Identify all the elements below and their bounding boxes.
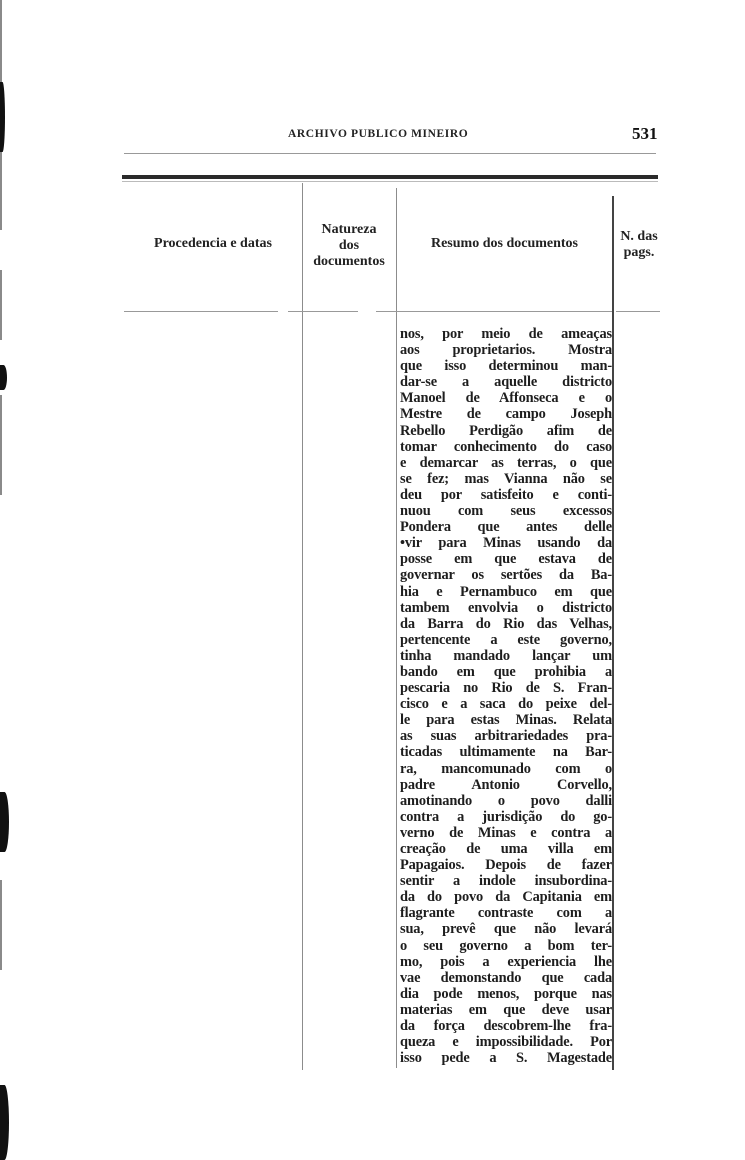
resumo-line: materias em que deve usar: [400, 1001, 612, 1018]
resumo-line: nuou com seus excessos: [400, 503, 612, 520]
running-head-rule: [124, 153, 656, 154]
binding-edge-mark: [0, 792, 9, 852]
resumo-line: e demarcar as terras, o que: [400, 454, 612, 471]
resumo-line: da força descobrem-lhe fra-: [400, 1018, 612, 1035]
table-top-rule-thin: [122, 181, 658, 182]
resumo-line: amotinando o povo dalli: [400, 792, 612, 809]
resumo-column: [400, 326, 612, 1066]
resumo-line: cisco e a saca do peixe del-: [400, 696, 612, 713]
resumo-line: dar-se a aquelle districto: [400, 374, 612, 391]
resumo-line: deu por satisfeito e conti-: [400, 486, 612, 503]
resumo-line: pescaria no Rio de S. Fran-: [400, 680, 612, 697]
resumo-line: as suas arbitrariedades pra-: [400, 728, 612, 745]
running-head-title: ARCHIVO PUBLICO MINEIRO: [288, 128, 469, 140]
header-rule: [288, 311, 358, 312]
header-pags-line: pags.: [623, 245, 655, 260]
column-divider-2: [396, 188, 397, 1068]
header-rule: [124, 311, 278, 312]
header-resumo: [397, 236, 612, 252]
resumo-line: tambem envolvia o districto: [400, 599, 612, 616]
binding-edge-mark: [0, 365, 7, 390]
resumo-line: flagrante contraste com a: [400, 905, 612, 922]
resumo-line: creação de uma villa em: [400, 841, 612, 857]
page-number: 531: [632, 124, 658, 143]
binding-edge-line: [0, 880, 2, 970]
resumo-line: tinha mandado lançar um: [400, 647, 612, 664]
table-top-rule: [122, 175, 658, 179]
binding-edge-line: [0, 395, 2, 495]
resumo-line: Pondera que antes delle: [400, 519, 612, 536]
binding-edge-mark: [0, 82, 5, 152]
resumo-line: queza e impossibilidade. Por: [400, 1034, 612, 1051]
resumo-line: le para estas Minas. Relata: [400, 712, 612, 729]
resumo-line: Papagaios. Depois de fazer: [400, 857, 612, 874]
resumo-line: da Barra do Rio das Velhas,: [400, 615, 612, 632]
resumo-line: •vir para Minas usando da: [400, 535, 612, 552]
resumo-line: contra a jurisdição do go-: [400, 808, 612, 825]
binding-edge-mark: [0, 1085, 9, 1160]
resumo-line: governar os sertões da Ba-: [400, 567, 612, 584]
header-procedencia-text: Procedencia e datas: [154, 236, 272, 251]
resumo-line: ticadas ultimamente na Bar-: [400, 744, 612, 761]
resumo-line: Mestre de campo Joseph: [400, 406, 612, 423]
column-divider-3: [612, 196, 614, 1070]
resumo-line: hia e Pernambuco em que: [400, 583, 612, 600]
header-natureza-line: documentos: [313, 254, 385, 269]
header-natureza: [303, 222, 395, 270]
resumo-line: aos proprietarios. Mostra: [400, 342, 612, 359]
resumo-line: tomar conhecimento do caso: [400, 438, 612, 455]
header-rule: [376, 311, 612, 312]
resumo-line: mo, pois a experiencia lhe: [400, 953, 612, 970]
resumo-line: vae demonstando que cada: [400, 969, 612, 986]
resumo-line: ra, mancomunado com o: [400, 760, 612, 777]
header-natureza-line: Natureza: [321, 222, 377, 237]
header-rule: [616, 311, 660, 312]
resumo-line: sua, prevê que não levará: [400, 921, 612, 938]
resumo-line: que isso determinou man-: [400, 358, 612, 375]
header-resumo-text: Resumo dos documentos: [430, 236, 578, 251]
resumo-line: Rebello Perdigão afim de: [400, 422, 612, 439]
resumo-line: verno de Minas e contra a: [400, 824, 612, 841]
resumo-line: dia pode menos, porque nas: [400, 985, 612, 1002]
resumo-line: padre Antonio Corvello,: [400, 776, 612, 793]
resumo-line: isso pede a S. Magestade: [400, 1050, 612, 1067]
resumo-line: pertencente a este governo,: [400, 631, 612, 648]
header-procedencia: [124, 236, 302, 252]
resumo-line: da do povo da Capitania em: [400, 889, 612, 906]
resumo-line: Manoel de Affonseca e o: [400, 390, 612, 407]
resumo-line: o seu governo a bom ter-: [400, 937, 612, 954]
resumo-line: bando em que prohibia a: [400, 663, 612, 680]
header-pags-line: N. das: [620, 229, 658, 244]
column-divider-1: [302, 183, 303, 1070]
header-pags: [614, 229, 664, 261]
resumo-line: se fez; mas Vianna não se: [400, 470, 612, 487]
binding-edge-line: [0, 270, 2, 340]
header-natureza-line: dos: [338, 238, 360, 253]
resumo-line: posse em que estava de: [400, 551, 612, 568]
resumo-line: sentir a indole insubordina-: [400, 873, 612, 890]
resumo-line: nos, por meio de ameaças: [400, 326, 612, 342]
